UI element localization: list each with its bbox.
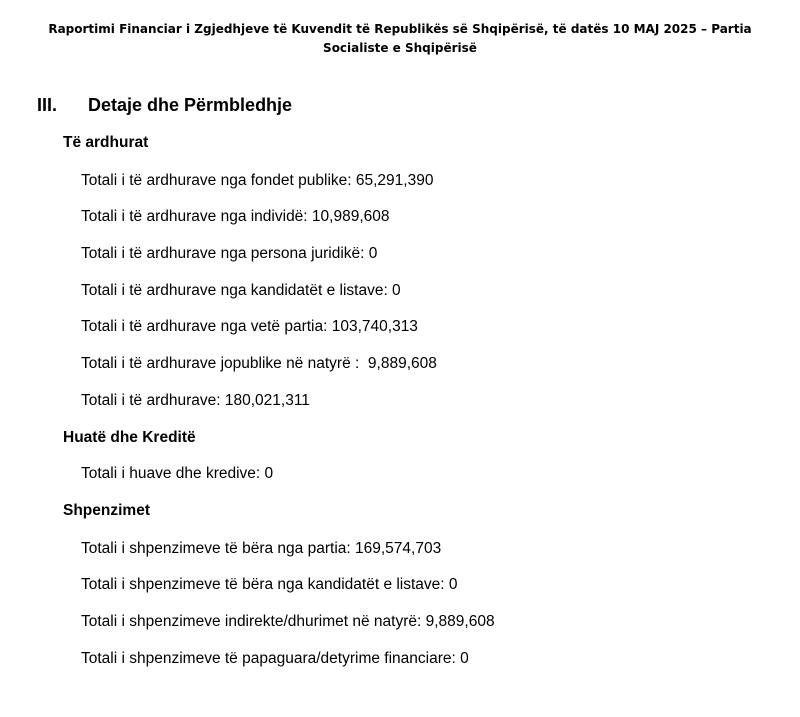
expenses-unpaid-liabilities: Totali i shpenzimeve të papaguara/detyrime financiare: 0 [81,650,469,667]
expenses-indirect-in-kind: Totali i shpenzimeve indirekte/dhurimet në natyrë: 9,889,608 [81,613,495,630]
document-header: Raportimi Financiar i Zgjedhjeve të Kuvendit të Republikës së Shqipërisë, të datës 10 MAJ 2025 – Partia Socialiste e Shqipërisë [48,22,752,55]
income-legal-persons: Totali i të ardhurave nga persona juridikë: 0 [81,245,378,262]
expenses-party: Totali i shpenzimeve të bëra nga partia: 169,574,703 [81,540,442,557]
section-title: Detaje dhe Përmbledhje [88,95,293,115]
income-in-kind: Totali i të ardhurave jopublike në natyrë : 9,889,608 [81,355,437,372]
income-list-candidates: Totali i të ardhurave nga kandidatët e listave: 0 [81,282,401,299]
section-heading [37,94,292,116]
loans-total: Totali i huave dhe kredive: 0 [81,465,274,482]
income-individuals: Totali i të ardhurave nga individë: 10,989,608 [81,208,390,225]
expenses-heading: Shpenzimet [63,502,150,519]
income-public-funds: Totali i të ardhurave nga fondet publike: 65,291,390 [81,172,434,189]
income-heading: Të ardhurat [63,134,149,151]
income-party-itself: Totali i të ardhurave nga vetë partia: 103,740,313 [81,318,418,335]
income-total: Totali i të ardhurave: 180,021,311 [81,392,310,409]
section-number: III. [37,95,58,115]
expenses-list-candidates: Totali i shpenzimeve të bëra nga kandidatët e listave: 0 [81,576,458,593]
loans-heading: Huatë dhe Kreditë [63,429,196,446]
